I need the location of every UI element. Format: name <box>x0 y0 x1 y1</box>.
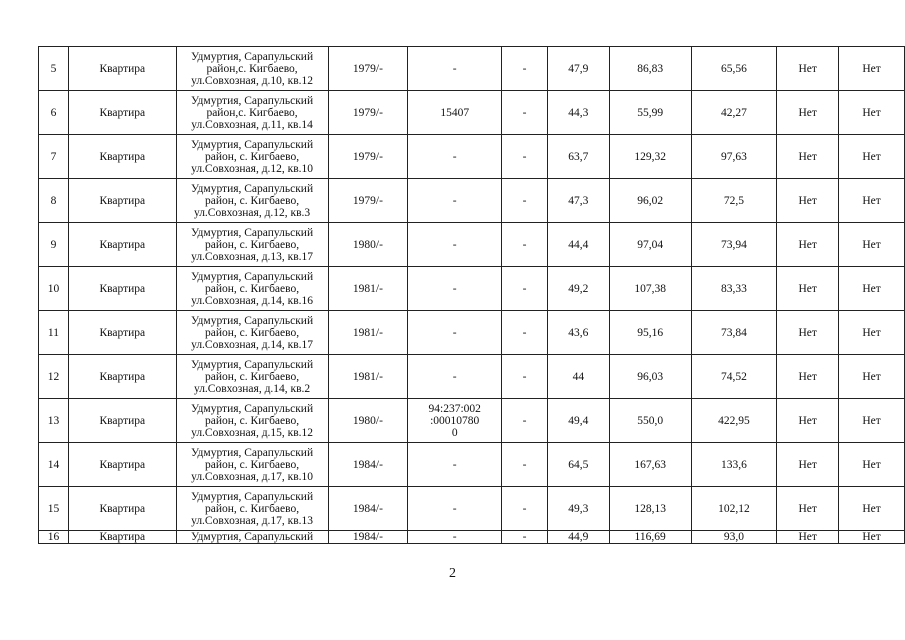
address-line: район,с. Кигбаево, <box>206 106 298 119</box>
area: 49,2 <box>547 267 609 311</box>
cell-col8: 86,83 <box>609 47 691 91</box>
area: 47,9 <box>547 47 609 91</box>
cell-col10: Нет <box>777 443 839 487</box>
cell-col8: 55,99 <box>609 91 691 135</box>
table-row <box>39 531 905 544</box>
cadastral-number-line: 0 <box>451 426 458 439</box>
year: 1979/- <box>328 135 408 179</box>
year: 1984/- <box>328 487 408 531</box>
year: 1980/- <box>328 223 408 267</box>
address-line: ул.Совхозная, д.14, кв.2 <box>193 382 311 395</box>
address <box>176 531 328 544</box>
area: 64,5 <box>547 443 609 487</box>
row-number: 11 <box>39 311 69 355</box>
address-line: ул.Совхозная, д.14, кв.17 <box>191 338 314 351</box>
address-line: Удмуртия, Сарапульский <box>191 270 314 283</box>
cell-col11: Нет <box>839 443 905 487</box>
cadastral-number <box>408 311 502 355</box>
cadastral-number-line: 94:237:002 <box>428 402 481 415</box>
object-type: Квартира <box>68 223 176 267</box>
address-line: район, с. Кигбаево, <box>205 502 300 515</box>
row-number: 15 <box>39 487 69 531</box>
address <box>176 179 328 223</box>
cell-col8: 128,13 <box>609 487 691 531</box>
cadastral-number <box>408 179 502 223</box>
address-line: ул.Совхозная, д.13, кв.17 <box>191 250 314 263</box>
address-line: Удмуртия, Сарапульский <box>191 226 314 239</box>
cell-col6: - <box>502 135 548 179</box>
cell-col9: 133,6 <box>691 443 777 487</box>
row-number: 7 <box>39 135 69 179</box>
address-line: район, с. Кигбаево, <box>205 150 300 163</box>
year: 1981/- <box>328 355 408 399</box>
table-row <box>39 179 905 223</box>
cadastral-number <box>408 223 502 267</box>
cell-col6: - <box>502 399 548 443</box>
year: 1979/- <box>328 47 408 91</box>
cell-col6: - <box>502 47 548 91</box>
address-line: район, с. Кигбаево, <box>205 238 300 251</box>
object-type: Квартира <box>68 531 176 544</box>
cell-col10: Нет <box>777 135 839 179</box>
address <box>176 443 328 487</box>
address-line: ул.Совхозная, д.17, кв.10 <box>191 470 314 483</box>
address-line: район, с. Кигбаево, <box>205 414 300 427</box>
cell-col9: 93,0 <box>691 531 777 544</box>
row-number: 6 <box>39 91 69 135</box>
cell-col11: Нет <box>839 267 905 311</box>
cell-col6: - <box>502 443 548 487</box>
cell-col11: Нет <box>839 487 905 531</box>
cadastral-number <box>408 443 502 487</box>
cadastral-number <box>408 355 502 399</box>
cell-col10: Нет <box>777 487 839 531</box>
cadastral-number-line: - <box>452 326 457 339</box>
document-page <box>38 46 905 544</box>
address-line: ул.Совхозная, д.14, кв.16 <box>191 294 314 307</box>
row-number: 5 <box>39 47 69 91</box>
address <box>176 91 328 135</box>
address-line: район, с. Кигбаево, <box>205 458 300 471</box>
object-type: Квартира <box>68 399 176 443</box>
cadastral-number-line: - <box>452 194 457 207</box>
cadastral-number <box>408 531 502 544</box>
cell-col11: Нет <box>839 531 905 544</box>
cell-col10: Нет <box>777 91 839 135</box>
cell-col9: 42,27 <box>691 91 777 135</box>
table-row <box>39 311 905 355</box>
cell-col8: 97,04 <box>609 223 691 267</box>
cell-col6: - <box>502 531 548 544</box>
cell-col6: - <box>502 91 548 135</box>
row-number: 16 <box>39 531 69 544</box>
table-row <box>39 487 905 531</box>
cell-col9: 72,5 <box>691 179 777 223</box>
row-number: 8 <box>39 179 69 223</box>
address <box>176 135 328 179</box>
cadastral-number-line: :00010780 <box>430 414 480 427</box>
cell-col11: Нет <box>839 135 905 179</box>
cadastral-number <box>408 487 502 531</box>
object-type: Квартира <box>68 487 176 531</box>
address-line: Удмуртия, Сарапульский <box>191 358 314 371</box>
address-line: район, с. Кигбаево, <box>205 326 300 339</box>
address <box>176 487 328 531</box>
cell-col6: - <box>502 311 548 355</box>
object-type: Квартира <box>68 47 176 91</box>
area: 44,3 <box>547 91 609 135</box>
cell-col6: - <box>502 223 548 267</box>
cell-col8: 95,16 <box>609 311 691 355</box>
cell-col10: Нет <box>777 223 839 267</box>
area: 47,3 <box>547 179 609 223</box>
cell-col6: - <box>502 487 548 531</box>
cell-col9: 83,33 <box>691 267 777 311</box>
cadastral-number <box>408 47 502 91</box>
table-row <box>39 399 905 443</box>
cell-col10: Нет <box>777 531 839 544</box>
cadastral-number-line: - <box>452 150 457 163</box>
cell-col9: 73,84 <box>691 311 777 355</box>
address-line: Удмуртия, Сарапульский <box>191 446 314 459</box>
table-row <box>39 267 905 311</box>
cell-col8: 96,03 <box>609 355 691 399</box>
address-line: ул.Совхозная, д.12, кв.3 <box>193 206 311 219</box>
year: 1979/- <box>328 91 408 135</box>
cell-col8: 129,32 <box>609 135 691 179</box>
cell-col11: Нет <box>839 179 905 223</box>
cell-col10: Нет <box>777 47 839 91</box>
cell-col11: Нет <box>839 223 905 267</box>
row-number: 13 <box>39 399 69 443</box>
cadastral-number-line: - <box>452 238 457 251</box>
object-type: Квартира <box>68 91 176 135</box>
cadastral-number <box>408 135 502 179</box>
cell-col10: Нет <box>777 399 839 443</box>
row-number: 12 <box>39 355 69 399</box>
cell-col8: 116,69 <box>609 531 691 544</box>
row-number: 10 <box>39 267 69 311</box>
area: 49,3 <box>547 487 609 531</box>
cadastral-number-line: - <box>452 530 457 543</box>
address-line: Удмуртия, Сарапульский <box>191 402 314 415</box>
cadastral-number-line: - <box>452 62 457 75</box>
cell-col6: - <box>502 267 548 311</box>
object-type: Квартира <box>68 355 176 399</box>
cell-col11: Нет <box>839 311 905 355</box>
address-line: Удмуртия, Сарапульский <box>191 530 314 543</box>
address-line: Удмуртия, Сарапульский <box>191 50 314 63</box>
cell-col10: Нет <box>777 311 839 355</box>
address <box>176 223 328 267</box>
cell-col10: Нет <box>777 179 839 223</box>
cell-col11: Нет <box>839 399 905 443</box>
address-line: район, с. Кигбаево, <box>205 282 300 295</box>
cell-col11: Нет <box>839 47 905 91</box>
cell-col9: 65,56 <box>691 47 777 91</box>
cadastral-number-line: - <box>452 282 457 295</box>
cell-col6: - <box>502 355 548 399</box>
area: 44 <box>547 355 609 399</box>
cell-col11: Нет <box>839 355 905 399</box>
year: 1979/- <box>328 179 408 223</box>
year: 1981/- <box>328 311 408 355</box>
address-line: ул.Совхозная, д.11, кв.14 <box>191 118 313 131</box>
table-row <box>39 223 905 267</box>
area: 44,9 <box>547 531 609 544</box>
cell-col8: 96,02 <box>609 179 691 223</box>
cell-col8: 167,63 <box>609 443 691 487</box>
cell-col10: Нет <box>777 267 839 311</box>
page-number: 2 <box>449 566 456 581</box>
table-row <box>39 135 905 179</box>
cell-col11: Нет <box>839 91 905 135</box>
table-row <box>39 91 905 135</box>
year: 1984/- <box>328 531 408 544</box>
table-body <box>39 47 905 544</box>
row-number: 14 <box>39 443 69 487</box>
cadastral-number <box>408 267 502 311</box>
cadastral-number <box>408 91 502 135</box>
year: 1980/- <box>328 399 408 443</box>
address <box>176 399 328 443</box>
cadastral-number-line: - <box>452 370 457 383</box>
cell-col9: 73,94 <box>691 223 777 267</box>
address-line: район, с. Кигбаево, <box>205 370 300 383</box>
object-type: Квартира <box>68 179 176 223</box>
address-line: ул.Совхозная, д.12, кв.10 <box>191 162 314 175</box>
address <box>176 311 328 355</box>
cell-col9: 102,12 <box>691 487 777 531</box>
area: 44,4 <box>547 223 609 267</box>
table-row <box>39 47 905 91</box>
cadastral-number-line: - <box>452 502 457 515</box>
area: 63,7 <box>547 135 609 179</box>
cell-col9: 422,95 <box>691 399 777 443</box>
cell-col9: 97,63 <box>691 135 777 179</box>
cell-col8: 550,0 <box>609 399 691 443</box>
address-line: Удмуртия, Сарапульский <box>191 94 314 107</box>
table-row <box>39 355 905 399</box>
row-number: 9 <box>39 223 69 267</box>
year: 1981/- <box>328 267 408 311</box>
address-line: Удмуртия, Сарапульский <box>191 138 314 151</box>
table-row <box>39 443 905 487</box>
object-type: Квартира <box>68 135 176 179</box>
cell-col10: Нет <box>777 355 839 399</box>
cadastral-number-line: - <box>452 458 457 471</box>
object-type: Квартира <box>68 267 176 311</box>
cell-col9: 74,52 <box>691 355 777 399</box>
address-line: ул.Совхозная, д.15, кв.12 <box>191 426 314 439</box>
address-line: ул.Совхозная, д.17, кв.13 <box>191 514 314 527</box>
cell-col8: 107,38 <box>609 267 691 311</box>
address <box>176 47 328 91</box>
cadastral-number-line: 15407 <box>440 106 470 119</box>
address <box>176 355 328 399</box>
property-table <box>38 46 905 544</box>
address-line: ул.Совхозная, д.10, кв.12 <box>191 74 314 87</box>
area: 49,4 <box>547 399 609 443</box>
address-line: Удмуртия, Сарапульский <box>191 182 314 195</box>
address-line: Удмуртия, Сарапульский <box>191 490 314 503</box>
address-line: район, с. Кигбаево, <box>205 194 300 207</box>
cadastral-number <box>408 399 502 443</box>
address-line: район,с. Кигбаево, <box>206 62 298 75</box>
object-type: Квартира <box>68 311 176 355</box>
object-type: Квартира <box>68 443 176 487</box>
year: 1984/- <box>328 443 408 487</box>
address <box>176 267 328 311</box>
address-line: Удмуртия, Сарапульский <box>191 314 314 327</box>
area: 43,6 <box>547 311 609 355</box>
cell-col6: - <box>502 179 548 223</box>
